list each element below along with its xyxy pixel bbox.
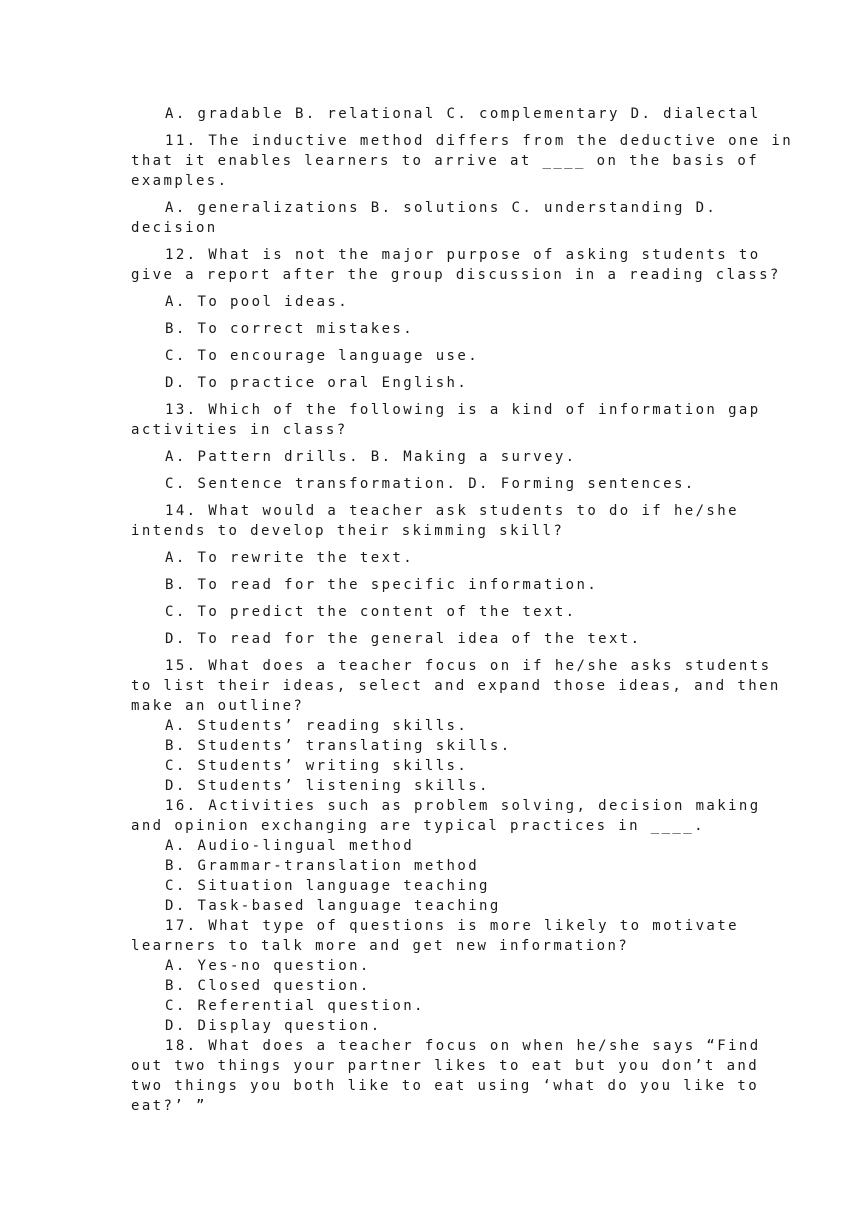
- text-line: C. Sentence transformation. D. Forming sentences.: [165, 476, 696, 492]
- text-line: D. To read for the general idea of the text.: [165, 631, 642, 647]
- text-paragraph: [131, 198, 731, 238]
- text-paragraph: [131, 956, 731, 976]
- text-line: to list their ideas, select and expand those ideas, and then: [131, 678, 781, 694]
- text-line: eat?’ ”: [131, 1098, 207, 1114]
- text-line: decision: [131, 220, 218, 236]
- text-line: A. To rewrite the text.: [165, 550, 415, 566]
- text-paragraph: [131, 656, 781, 716]
- text-line: make an outline?: [131, 698, 305, 714]
- text-paragraph: [131, 1036, 761, 1116]
- text-line: learners to talk more and get new information?: [131, 938, 630, 954]
- text-paragraph: [131, 716, 731, 736]
- text-line: D. To practice oral English.: [165, 375, 469, 391]
- text-line: 16. Activities such as problem solving, decision making: [165, 798, 761, 814]
- text-line: out two things your partner likes to eat but you don’t and: [131, 1058, 760, 1074]
- text-paragraph: [131, 1016, 731, 1036]
- text-line: D. Task-based language teaching: [165, 898, 501, 914]
- text-line: B. Grammar-translation method: [165, 858, 480, 874]
- text-paragraph: [131, 976, 731, 996]
- text-line: activities in class?: [131, 422, 348, 438]
- text-line: A. generalizations B. solutions C. understanding D.: [165, 200, 718, 216]
- text-paragraph: [131, 292, 731, 312]
- text-paragraph: [131, 104, 761, 124]
- text-paragraph: [131, 776, 731, 796]
- text-paragraph: [131, 319, 731, 339]
- text-paragraph: [131, 736, 731, 756]
- text-paragraph: [131, 400, 761, 440]
- text-paragraph: [131, 916, 739, 956]
- text-line: C. Students’ writing skills.: [165, 758, 469, 774]
- text-paragraph: [131, 373, 731, 393]
- text-paragraph: [131, 131, 794, 191]
- text-line: A. Audio-lingual method: [165, 838, 415, 854]
- text-line: D. Display question.: [165, 1018, 382, 1034]
- text-paragraph: [131, 548, 731, 568]
- text-paragraph: [131, 575, 731, 595]
- text-line: two things you both like to eat using ‘what do you like to: [131, 1078, 760, 1094]
- text-paragraph: [131, 602, 731, 622]
- text-line: A. Pattern drills. B. Making a survey.: [165, 449, 577, 465]
- text-paragraph: [131, 501, 739, 541]
- text-paragraph: [131, 629, 731, 649]
- document-page: [131, 104, 794, 1116]
- text-line: B. To correct mistakes.: [165, 321, 415, 337]
- text-line: 12. What is not the major purpose of asking students to: [165, 247, 761, 263]
- text-line: and opinion exchanging are typical practices in ____.: [131, 818, 705, 834]
- text-line: that it enables learners to arrive at ____ on the basis of: [131, 153, 760, 169]
- text-line: C. To predict the content of the text.: [165, 604, 577, 620]
- text-paragraph: [131, 876, 731, 896]
- text-line: 18. What does a teacher focus on when he/she says “Find: [165, 1038, 761, 1054]
- text-paragraph: [131, 836, 731, 856]
- text-paragraph: [131, 474, 731, 494]
- text-line: B. Closed question.: [165, 978, 371, 994]
- text-line: B. To read for the specific information.: [165, 577, 599, 593]
- text-line: intends to develop their skimming skill?: [131, 523, 565, 539]
- text-line: examples.: [131, 173, 229, 189]
- text-line: A. gradable B. relational C. complementary D. dialectal: [165, 106, 761, 122]
- text-line: 15. What does a teacher focus on if he/she asks students: [165, 658, 772, 674]
- text-line: B. Students’ translating skills.: [165, 738, 512, 754]
- text-paragraph: [131, 447, 731, 467]
- text-paragraph: [131, 796, 761, 836]
- text-line: A. Yes-no question.: [165, 958, 371, 974]
- text-paragraph: [131, 756, 731, 776]
- text-paragraph: [131, 856, 731, 876]
- text-line: C. Situation language teaching: [165, 878, 490, 894]
- text-line: 13. Which of the following is a kind of information gap: [165, 402, 761, 418]
- text-line: A. To pool ideas.: [165, 294, 350, 310]
- text-paragraph: [131, 896, 731, 916]
- text-line: C. Referential question.: [165, 998, 425, 1014]
- text-line: give a report after the group discussion in a reading class?: [131, 267, 781, 283]
- text-line: A. Students’ reading skills.: [165, 718, 469, 734]
- text-line: C. To encourage language use.: [165, 348, 480, 364]
- text-line: 11. The inductive method differs from the deductive one in: [165, 133, 794, 149]
- text-paragraph: [131, 996, 731, 1016]
- text-line: D. Students’ listening skills.: [165, 778, 490, 794]
- text-line: 17. What type of questions is more likely to motivate: [165, 918, 739, 934]
- text-paragraph: [131, 346, 731, 366]
- text-paragraph: [131, 245, 781, 285]
- text-line: 14. What would a teacher ask students to do if he/she: [165, 503, 739, 519]
